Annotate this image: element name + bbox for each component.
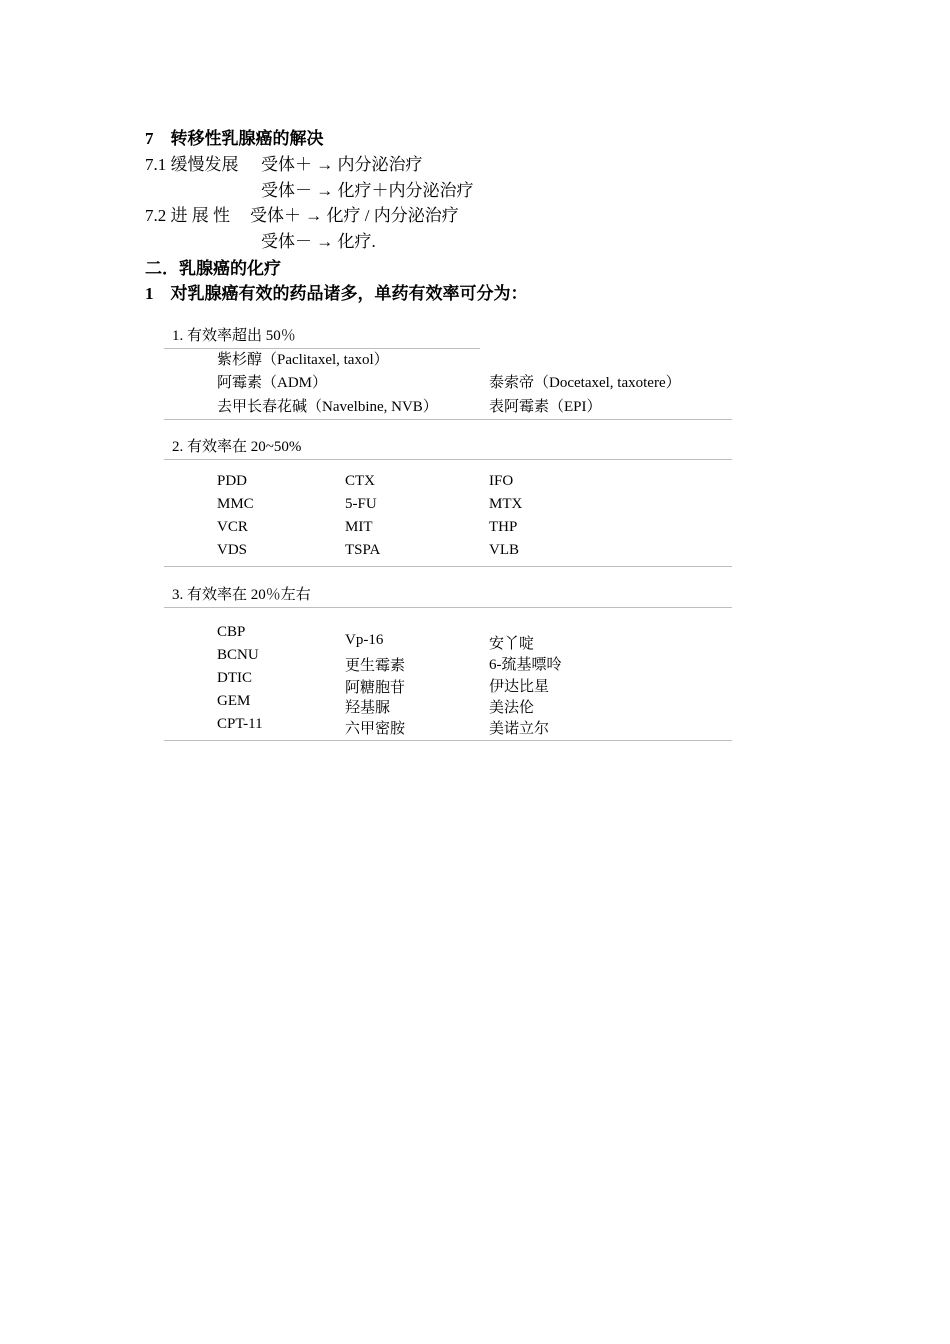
group-1-title: 1. 有效率超出 50％: [172, 328, 296, 344]
line-7-1-text: 受体＋ → 内分泌治疗: [261, 155, 423, 174]
group-3-title-rule: [164, 607, 732, 608]
group-1-bottom-rule: [164, 419, 732, 420]
group-3-bottom-rule: [164, 740, 732, 741]
g3-col3-item: 安丫啶: [489, 636, 535, 652]
g2-col1-item: VDS: [217, 542, 248, 558]
g2-col2-item: TSPA: [345, 542, 381, 558]
g3-col3-item: 美诺立尔: [489, 721, 550, 737]
g3-col1-item: DTIC: [217, 670, 252, 686]
g2-col1-item: PDD: [217, 473, 248, 489]
g2-col2-item: CTX: [345, 473, 375, 489]
g2-col3-item: VLB: [489, 542, 519, 558]
g1-left-item: 紫杉醇（Paclitaxel, taxol）: [217, 352, 389, 368]
g2-col1-item: VCR: [217, 519, 248, 535]
g3-col3-item: 美法伦: [489, 700, 535, 716]
line-7-2-text: 受体＋ → 化疗 / 内分泌治疗: [250, 206, 459, 225]
g3-col1-item: GEM: [217, 693, 251, 709]
g3-col2-item: 更生霉素: [345, 658, 406, 674]
g1-left-item: 去甲长春花碱（Navelbine, NVB）: [217, 399, 438, 415]
g1-right-item: 泰索帝（Docetaxel, taxotere）: [489, 375, 681, 391]
g2-col3-item: IFO: [489, 473, 514, 489]
g3-col1-item: CBP: [217, 624, 246, 640]
g2-col1-item: MMC: [217, 496, 254, 512]
group-3-title: 3. 有效率在 20％左右: [172, 587, 311, 603]
line-7-2-label: 7.2 进 展 性: [145, 206, 230, 225]
group-2-bottom-rule: [164, 566, 732, 567]
group-2-title: 2. 有效率在 20~50%: [172, 439, 302, 455]
g3-col3-item: 6-巯基嘌呤: [489, 657, 562, 673]
g2-col3-item: MTX: [489, 496, 523, 512]
line-7-2b-text: 受体－ → 化疗.: [261, 232, 376, 251]
g3-col2-item: Vp-16: [345, 632, 384, 648]
g3-col2-item: 六甲密胺: [345, 721, 406, 737]
g2-col2-item: 5-FU: [345, 496, 377, 512]
g3-col1-item: CPT-11: [217, 716, 263, 732]
group-2-title-rule: [164, 459, 732, 460]
section-7-heading: 7 转移性乳腺癌的解决: [145, 129, 324, 148]
g2-col2-item: MIT: [345, 519, 373, 535]
line-7-1b-text: 受体－ → 化疗＋内分泌治疗: [261, 181, 474, 200]
line-7-1-label: 7.1 缓慢发展: [145, 155, 239, 174]
g3-col1-item: BCNU: [217, 647, 259, 663]
g1-right-item: 表阿霉素（EPI）: [489, 399, 602, 415]
section-2-subheading: 1 对乳腺癌有效的药品诸多，单药有效率可分为：: [145, 284, 528, 303]
g2-col3-item: THP: [489, 519, 518, 535]
section-2-heading: 二．乳腺癌的化疗: [145, 259, 281, 278]
g1-left-item: 阿霉素（ADM）: [217, 375, 328, 391]
g3-col2-item: 阿糖胞苷: [345, 680, 406, 696]
g3-col2-item: 羟基脲: [345, 700, 391, 716]
g3-col3-item: 伊达比星: [489, 679, 550, 695]
